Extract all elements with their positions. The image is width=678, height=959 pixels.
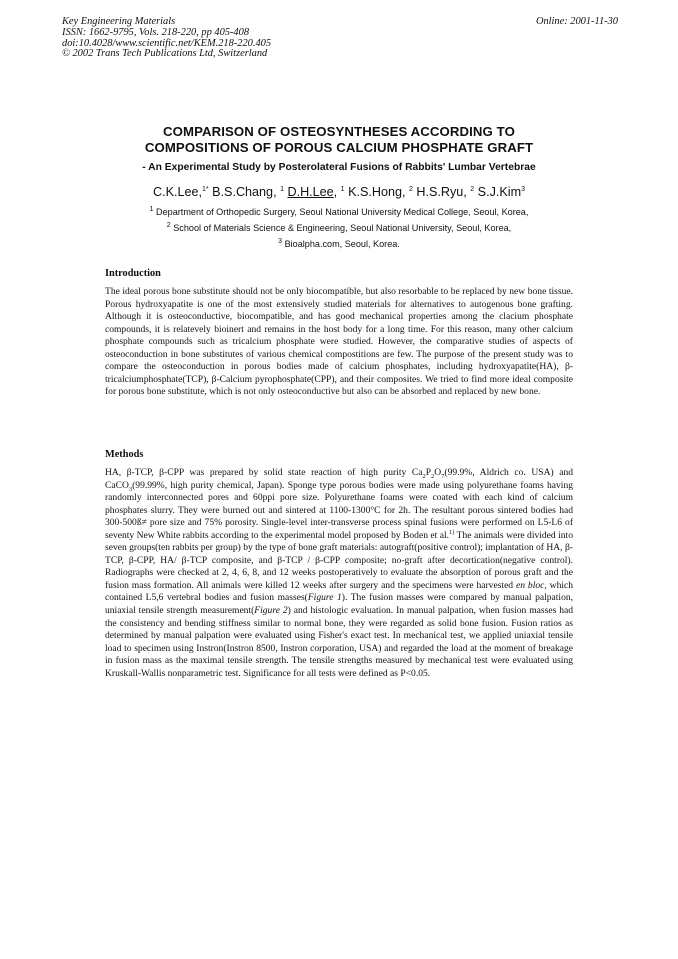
introduction-heading: Introduction: [105, 268, 161, 279]
author-5: H.S.Ryu,: [412, 185, 471, 199]
introduction-paragraph: The ideal porous bone substitute should not be only biocompatible, but also resorbable to be replaced by new bone tissue. Porous hydroxyapatite is one of the most extensively studied materials for alternatives to autogenous bone grafting. Although it is osteoconductive, biocompatible, and has good mechanical properties among the clacium phosphate compounds, it is relatevely bioinert and remains in the host body for a long time. For this reason, many other calcium phosphate compounds such as tricalcium phosphate were studied. However, the comparative studies of aspects of osteoconduction in bone substitutes of various chemical compostitions are few. The purpose of the present study was to compare the osteoconduction in porous bodies made of calcium phosphates, including hydroxyapatite(HA), β-tricalciumphosphate(TCP), β-Calcium pyrophosphate(CPP), and their composites. We tried to find more ideal composite for porous bone substitute, which is not only osteoconductive but also can be absorbed and replaced by new bone.: [105, 286, 573, 398]
methods-sub-3: 7: [441, 472, 445, 480]
methods-italic-en-bloc: en bloc: [516, 579, 545, 591]
author-2: B.S.Chang,: [208, 185, 281, 199]
affiliation-1-text: Department of Orthopedic Surgery, Seoul National University Medical College, Seoul, Korea,: [153, 207, 529, 217]
methods-text-1: HA, β-TCP, β-CPP was prepared by solid state reaction of high purity Ca: [105, 467, 423, 478]
author-4-affiliation: 2: [408, 185, 413, 193]
methods-text-6: The animals were divided into seven groups(ten rabbits per group) by the type of bone graft materials: autograft(positive control); implantation of HA, β-TCP, β-CPP, HA/ β-TCP composite, and β-TCP / β-CPP composite; no-graft after decortication(negative control). Radiographs were checked at 2, 4, 6, 8, and 12 weeks postoperatively to evaluate the absorption of porous graft and the fusion mass formation. All animals were killed 12 weeks after surgery and the specimens were harvested: [105, 529, 573, 591]
paper-subtitle: - An Experimental Study by Posterolateral Fusions of Rabbits' Lumbar Vertebrae: [142, 162, 536, 173]
author-6-affiliation: 3: [521, 185, 525, 193]
affiliation-1-marker: 1: [149, 205, 154, 213]
author-3-affiliation: 1: [340, 185, 345, 193]
methods-text-2: P: [425, 467, 431, 478]
author-1-affiliation: 1*: [202, 185, 209, 193]
methods-text-7: , which contained L5,6 vertebral bodies and fusion masses(: [105, 579, 574, 604]
affiliation-1: [90, 207, 588, 217]
title-line-2: COMPOSITIONS OF POROUS CALCIUM PHOSPHATE GRAFT: [144, 140, 534, 155]
affiliation-3-marker: 3: [278, 237, 283, 245]
doi-line: doi:10.4028/www.scientific.net/KEM.218-220.405: [62, 37, 272, 49]
author-6: S.J.Kim: [474, 185, 522, 199]
methods-sub-1: 2: [422, 472, 426, 480]
figure-1-reference: Figure 1: [307, 592, 342, 604]
author-4: K.S.Hong,: [344, 185, 409, 199]
paper-title: [100, 124, 578, 156]
affiliation-2-text: School of Materials Science & Engineering, Seoul National University, Seoul, Korea,: [170, 223, 512, 233]
author-3: D.H.Lee: [287, 185, 334, 199]
journal-header: [62, 17, 618, 60]
reference-marker: 1): [449, 528, 455, 536]
methods-paragraph: [105, 467, 573, 680]
affiliation-3-text: Bioalpha.com, Seoul, Korea.: [282, 239, 400, 249]
author-list: [90, 185, 588, 199]
methods-text-3: O: [434, 467, 442, 478]
methods-sub-4: 3: [128, 485, 133, 493]
author-2-affiliation: 1: [280, 185, 284, 193]
affiliation-3: [90, 239, 588, 249]
author-5-affiliation: 2: [470, 185, 475, 193]
methods-sub-2: 2: [431, 472, 435, 480]
methods-text-9: ) and histologic evaluation. In manual palpation, when fusion masses had the consistency and bending stiffness similar to normal bone, they were regarded as solid bone fusion. Fusion ratios as determined by manual palpation were evaluated using Fisher's exact test. In mechanical test, we applied uniaxial tensile load to specimen using Instron(Instron 8500, Instron corporation, USA) and regarded the load at the moment of breakage in fusion mass as the maximal tensile strength. The tensile strengths measured by mechanical test were evaluated using Kruskall-Wallis nonparametric test. Significance for all tests were defined as P<0.05.: [105, 605, 574, 679]
author-separator: ,: [333, 185, 341, 199]
methods-heading: Methods: [105, 449, 144, 460]
title-line-1: COMPARISON OF OSTEOSYNTHESES ACCORDING TO: [163, 124, 515, 139]
methods-text-5: (99.99%, high purity chemical, Japan). Sponge type porous bodies were made using polyurethane foams having randomly interconnected pores and 60ppi pore size. Polyurethane foams were coated with each kind of calcium phosphates slurry. They were burned out and sintered at 1100-1300°C for 2h. The resultant porous sintered bodies had 300-500ß≠ pore size and 75% porosity. Single-level inter-transverse process spinal fusions were performed on L5-L6 of seventy New White rabbits according to the experimental model proposed by Boden et al.: [105, 479, 573, 541]
affiliation-2-marker: 2: [166, 221, 171, 229]
methods-text-8: ). The fusion masses were compared by manual palpation, uniaxial tensile strength measurement(: [105, 592, 574, 617]
copyright-line: © 2002 Trans Tech Publications Ltd, Switzerland: [62, 48, 268, 60]
affiliation-2: [90, 223, 588, 233]
methods-text-4: (99.9%, Aldrich co. USA) and CaCO: [105, 467, 573, 491]
online-date: Online: 2001-11-30: [535, 16, 618, 27]
journal-name: Key Engineering Materials: [62, 16, 176, 27]
issn-line: ISSN: 1662-9795, Vols. 218-220, pp 405-408: [62, 26, 250, 38]
figure-2-reference: Figure 2: [254, 605, 288, 617]
author-1: C.K.Lee,: [153, 185, 203, 199]
